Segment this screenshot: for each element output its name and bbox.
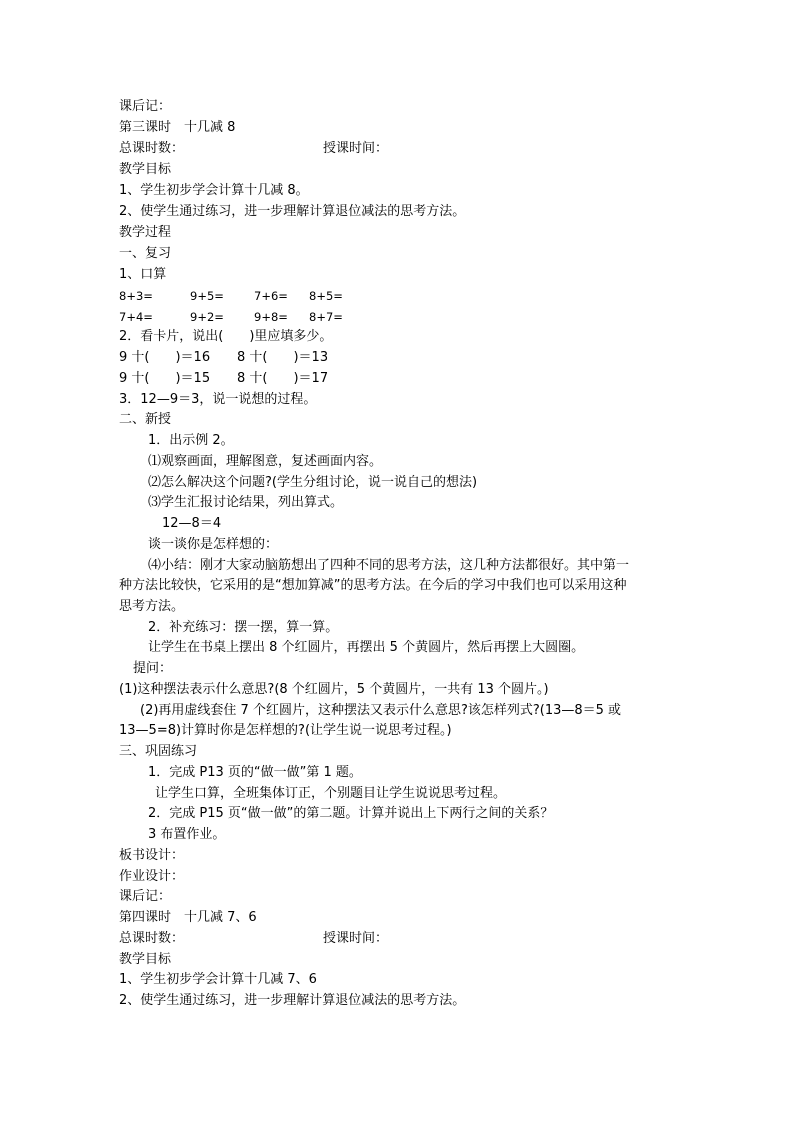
card-item: 9 十( )＝15: [119, 371, 211, 386]
teaching-time-label-2: 授课时间：: [323, 931, 389, 946]
lesson-title-3: 第三课时 十几减 8: [119, 120, 236, 135]
summary-line-1: ⑷小结：刚才大家动脑筋想出了四种不同的思考方法，这几种方法都很好。其中第一: [148, 558, 630, 573]
board-design-label: 板书设计：: [119, 848, 185, 863]
goal-1-lesson-4: 1、学生初步学会计算十几减 7、6: [119, 972, 317, 987]
summary-line-2: 种方法比较快，它采用的是“想加算减”的思考方法。在今后的学习中我们也可以采用这种: [119, 578, 627, 593]
teaching-goals-heading: 教学目标: [119, 162, 172, 177]
teaching-process-heading: 教学过程: [119, 225, 172, 240]
goal-2: 2、使学生通过练习，进一步理解计算退位减法的思考方法。: [119, 204, 466, 219]
goal-1: 1、学生初步学会计算十几减 8。: [119, 183, 309, 198]
step-2: ⑵怎么解决这个问题?(学生分组讨论，说一说自己的想法): [148, 475, 478, 490]
practice-item-1: 1．完成 P13 页的“做一做”第 1 题。: [148, 765, 362, 780]
question-2-line-2: 13—5=8)计算时你是怎样想的?(让学生说一说思考过程。): [119, 723, 452, 738]
calc-item: 9+2=: [190, 310, 224, 324]
section-review: 一、复习: [119, 246, 172, 261]
card-exercise-heading: 2．看卡片，说出( )里应填多少。: [119, 329, 333, 344]
question-2-line-1: (2)再用虚线套住 7 个红圆片，这种摆法又表示什么意思?该怎样列式?(13—8＝5 或: [140, 703, 622, 718]
summary-line-3: 思考方法。: [119, 599, 185, 614]
total-hours-label: 总课时数：: [119, 141, 185, 156]
review-item-3: 3．12—9＝3，说一说想的过程。: [119, 392, 317, 407]
homework-design-label: 作业设计：: [119, 869, 185, 884]
calc-item: 8+3=: [119, 289, 153, 303]
after-class-notes-label: 课后记：: [119, 99, 172, 114]
lesson-title-4: 第四课时 十几减 7、6: [119, 910, 257, 925]
section-practice: 三、巩固练习: [119, 744, 198, 759]
equation: 12—8＝4: [162, 516, 222, 531]
step-3: ⑶学生汇报讨论结果，列出算式。: [148, 495, 344, 510]
card-item: 9 十( )＝16: [119, 350, 211, 365]
calc-item: 9+8=: [254, 310, 288, 324]
supplementary-exercise: 2．补充练习：摆一摆，算一算。: [148, 620, 339, 635]
discussion-prompt: 谈一谈你是怎样想的：: [148, 537, 279, 552]
oral-calc-heading: 1、口算: [119, 267, 167, 282]
calc-item: 7+6=: [254, 289, 288, 303]
total-hours-label-2: 总课时数：: [119, 931, 185, 946]
practice-item-1-detail: 让学生口算，全班集体订正，个别题目让学生说说思考过程。: [155, 786, 507, 801]
calc-item: 8+5=: [309, 289, 343, 303]
calc-item: 7+4=: [119, 310, 153, 324]
card-item: 8 十( )＝17: [237, 371, 329, 386]
goal-2-lesson-4: 2、使学生通过练习，进一步理解计算退位减法的思考方法。: [119, 993, 466, 1008]
homework-assign: 3 布置作业。: [148, 827, 226, 842]
practice-item-2: 2．完成 P15 页“做一做”的第二题。计算并说出上下两行之间的关系？: [148, 806, 554, 821]
questions-label: 提问：: [133, 661, 173, 676]
card-item: 8 十( )＝13: [237, 350, 329, 365]
question-1: (1)这种摆法表示什么意思?(8 个红圆片，5 个黄圆片，一共有 13 个圆片。): [119, 682, 549, 697]
step-1: ⑴观察画面，理解图意，复述画面内容。: [148, 454, 383, 469]
new-lesson-item-1: 1．出示例 2。: [148, 433, 234, 448]
teaching-time-label: 授课时间：: [323, 141, 389, 156]
after-class-notes-label-2: 课后记：: [119, 889, 172, 904]
section-new-lesson: 二、新授: [119, 412, 172, 427]
teaching-goals-heading-2: 教学目标: [119, 952, 172, 967]
calc-item: 9+5=: [190, 289, 224, 303]
calc-item: 8+7=: [309, 310, 343, 324]
exercise-instruction: 让学生在书桌上摆出 8 个红圆片，再摆出 5 个黄圆片，然后再摆上大圆圈。: [148, 640, 585, 655]
